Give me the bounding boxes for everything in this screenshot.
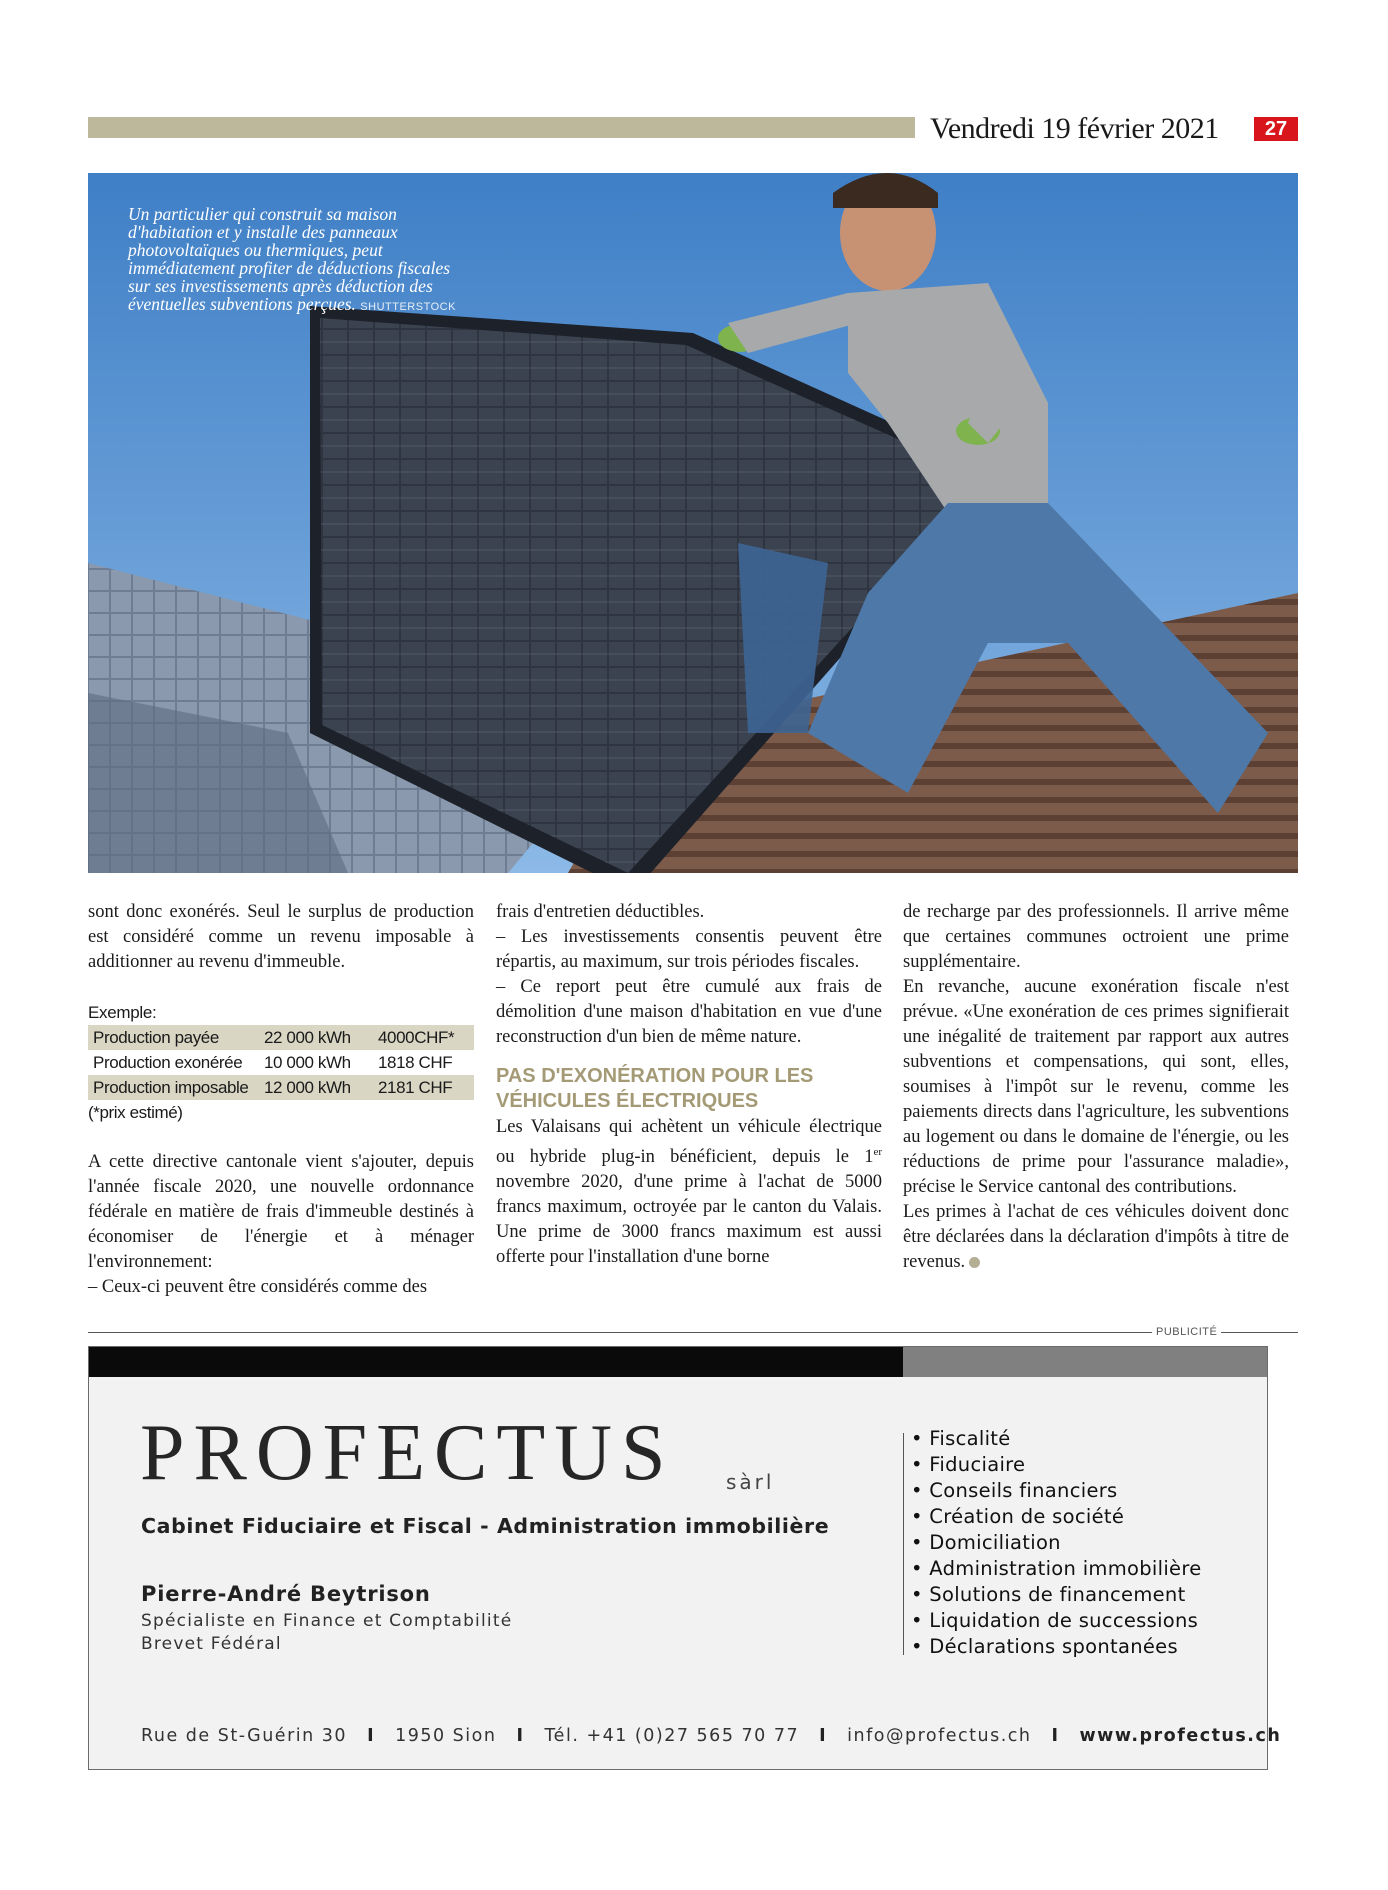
list-item: • Fiscalité <box>911 1427 1011 1450</box>
paragraph: – Ce report peut être cumulé aux frais de démolition d'une maison d'habitation en vue d'une reconstruction d'un bien de même nature. <box>496 977 882 1047</box>
separator: I <box>819 1726 828 1746</box>
list-item: • Déclarations spontanées <box>911 1635 1178 1658</box>
table-cell: 2181 CHF <box>378 1078 453 1097</box>
article-column-2 <box>496 900 882 1270</box>
ordinal-suffix: er <box>873 1146 882 1158</box>
table-cell: Production payée <box>93 1028 219 1047</box>
ad-services-divider <box>903 1433 904 1655</box>
table-cell: 4000CHF* <box>378 1028 455 1047</box>
paragraph: frais d'entretien déductibles. <box>496 902 705 922</box>
ad-label: PUBLICITÉ <box>1152 1326 1221 1338</box>
table-row <box>88 1025 474 1050</box>
ad-logo-suffix: sàrl <box>726 1470 775 1494</box>
ad-address: Rue de St-Guérin 30 <box>141 1726 348 1746</box>
table-cell: 12 000 kWh <box>264 1078 351 1097</box>
ad-tagline: Cabinet Fiduciaire et Fiscal - Administration immobilière <box>141 1514 830 1538</box>
end-of-article-icon <box>969 1257 980 1268</box>
list-item: • Administration immobilière <box>911 1557 1202 1580</box>
table-row <box>88 1050 474 1075</box>
ad-divider <box>88 1332 1298 1333</box>
table-cell: 1818 CHF <box>378 1053 453 1072</box>
ad-website[interactable]: www.profectus.ch <box>1079 1726 1282 1746</box>
list-item: • Liquidation de successions <box>911 1609 1199 1632</box>
list-item: • Conseils financiers <box>911 1479 1118 1502</box>
example-note: (*prix estimé) <box>88 1103 183 1122</box>
header-rule <box>88 117 915 138</box>
list-item: • Domiciliation <box>911 1531 1061 1554</box>
table-cell: Production imposable <box>93 1078 249 1097</box>
paragraph-text: Les Valaisans qui achètent un véhicule électrique ou hybride plug-in bénéficient, depuis le 1 <box>496 1117 882 1168</box>
caption-text: Un particulier qui construit sa maison d'habitation et y installe des panneaux photovoltaïques ou thermiques, peut immédiatement profiter de déductions fiscales sur ses investissements après déduction des éventuelles subventions perçues. <box>128 204 451 314</box>
paragraph: En revanche, aucune exonération fiscale n'est prévue. «Une exonération de ces primes signifierait une inégalité de traitement par rapport aux autres subventions et compensations, qui sont, elles, soumises à l'impôt sur le revenu, comme les paiements directs dans l'agriculture, les subventions au logement ou dans le domaine de l'énergie, ou les réductions de prime pour l'assurance maladie», précise le Service cantonal des contributions. <box>903 977 1289 1197</box>
paragraph-text: novembre 2020, d'une prime à l'achat de 5000 francs maximum, octroyée par le canton du Valais. Une prime de 3000 francs maximum est aussi offerte pour l'installation d'une borne <box>496 1172 882 1268</box>
paragraph: sont donc exonérés. Seul le surplus de production est considéré comme un revenu imposable à additionner au revenu d'immeuble. <box>88 902 474 972</box>
ad-footer <box>141 1726 1281 1746</box>
paragraph: – Les investissements consentis peuvent être répartis, au maximum, sur trois périodes fiscales. <box>496 927 882 972</box>
paragraph-text: Les primes à l'achat de ces véhicules doivent donc être déclarées dans la déclaration d'impôts à titre de revenus. <box>903 1202 1289 1272</box>
example-table <box>88 1025 474 1100</box>
section-subhead: PAS D'EXONÉRATION POUR LES VÉHICULES ÉLECTRIQUES <box>496 1065 814 1112</box>
issue-date: Vendredi 19 février 2021 <box>930 112 1219 145</box>
separator: I <box>367 1726 376 1746</box>
ad-top-bar-dark <box>89 1347 903 1377</box>
paragraph <box>903 1200 1289 1275</box>
ad-top-bar-gray <box>903 1347 1267 1377</box>
article-column-1 <box>88 900 474 1300</box>
paragraph: de recharge par des professionnels. Il arrive même que certaines communes octroient une prime supplémentaire. <box>903 902 1289 972</box>
paragraph: A cette directive cantonale vient s'ajouter, depuis l'année fiscale 2020, une nouvelle ordonnance fédérale en matière de frais d'immeuble destinés à économiser de l'énergie et à ménager l'environnement: <box>88 1152 474 1272</box>
paragraph <box>496 1115 882 1270</box>
separator: I <box>1051 1726 1060 1746</box>
table-cell: 22 000 kWh <box>264 1028 351 1047</box>
article-column-3 <box>903 900 1289 1275</box>
ad-city: 1950 Sion <box>395 1726 497 1746</box>
list-item: • Création de société <box>911 1505 1125 1528</box>
example-label: Exemple: <box>88 1003 157 1022</box>
table-row <box>88 1075 474 1100</box>
ad-contact-role: Spécialiste en Finance et Comptabilité <box>141 1611 513 1631</box>
ad-contact-certification: Brevet Fédéral <box>141 1634 282 1654</box>
ad-logo: PROFECTUS <box>140 1409 675 1497</box>
ad-services-list <box>911 1426 1202 1660</box>
photo-caption <box>128 205 458 316</box>
ad-phone: Tél. +41 (0)27 565 70 77 <box>544 1726 800 1746</box>
page-number-badge: 27 <box>1254 117 1298 141</box>
table-cell: 10 000 kWh <box>264 1053 351 1072</box>
paragraph: – Ceux-ci peuvent être considérés comme des <box>88 1277 428 1297</box>
ad-email[interactable]: info@profectus.ch <box>847 1726 1032 1746</box>
ad-contact-name: Pierre-André Beytrison <box>141 1582 431 1606</box>
separator: I <box>516 1726 525 1746</box>
photo-credit: SHUTTERSTOCK <box>360 301 456 313</box>
table-cell: Production exonérée <box>93 1053 243 1072</box>
list-item: • Fiduciaire <box>911 1453 1026 1476</box>
list-item: • Solutions de financement <box>911 1583 1186 1606</box>
